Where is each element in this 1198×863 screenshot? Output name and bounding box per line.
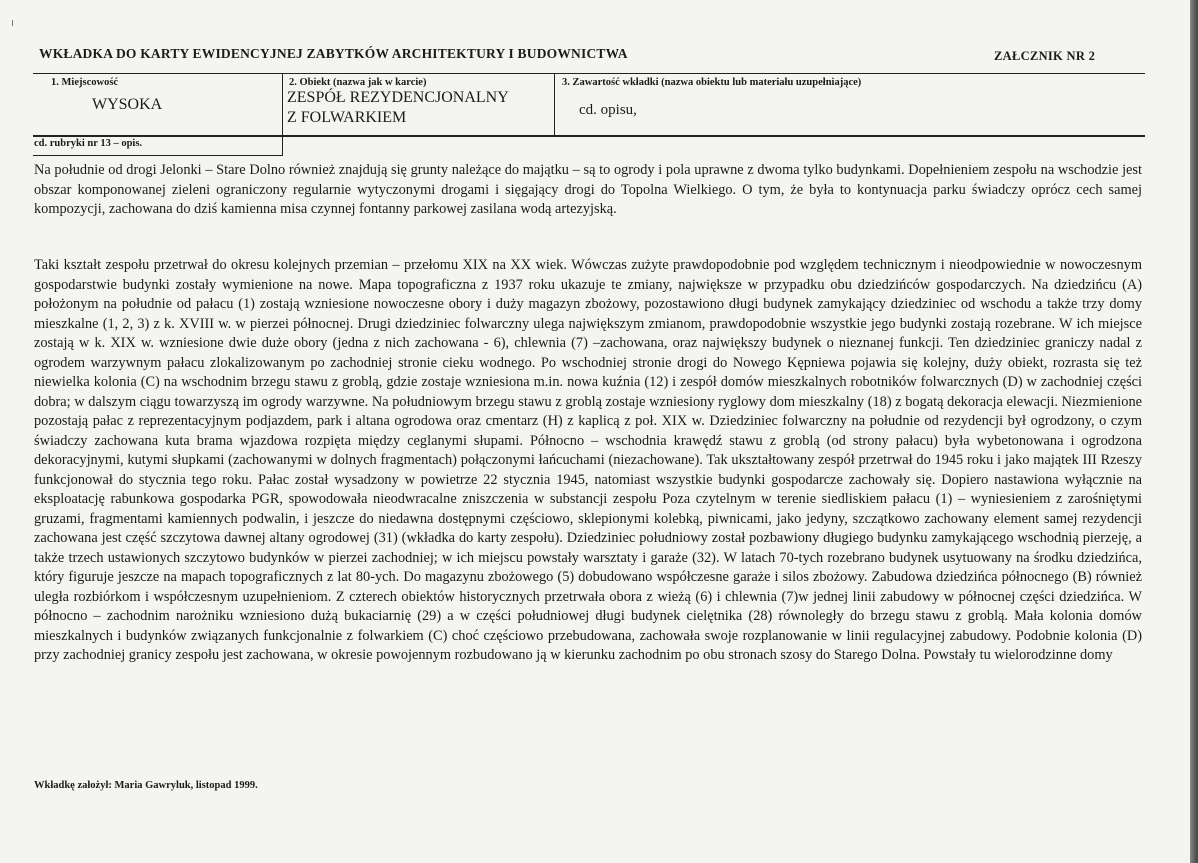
column-divider-2 [554,73,555,136]
table-bottom-rule [33,135,1145,137]
field-place-label: 1. Miejscowość [51,77,119,88]
description-paragraph-1: Na południe od drogi Jelonki – Stare Dolno również znajdują się grunty należące do majątku – są to ogrody i pola uprawne z dwoma tylko budynkami. Dopełnieniem zespołu na wschodzie jest obszar komponowanej zieleni ograniczony regularnie wytyczonymi drogami i sięgający drogi do Topolna Wielkiego. O tym, że była to kontynuacja parku świadczy oprócz cech samej kompozycji, zachowana do dziś kamienna misa czynnej fontanny parkowej zasilana wodą artezyjską. [34,162,1142,217]
field-object-value-line2: Z FOLWARKIEM [287,109,407,126]
rubric-rule [33,155,283,156]
field-content-label: 3. Zawartość wkładki (nazwa obiektu lub materiału uzupełniające) [562,77,862,88]
field-object-value-line1: ZESPÓŁ REZYDENCJONALNY [287,89,509,106]
annex-number: ZAŁCZNIK NR 2 [994,49,1096,63]
table-top-rule [33,73,1145,74]
description-paragraph-2: Taki kształt zespołu przetrwał do okresu kolejnych przemian – przełomu XIX na XX wiek. Wówczas zużyte prawdopodobnie pod względem technicznym i nieodpowiednie w nowoczesnym gospodarstwie budynki zostały wymienione na nowe. Mapa topograficzna z 1937 roku ukazuje te zmiany, największe w przypadku obu dziedzińców gospodarczych. Na dziedzińcu (A) położonym na południe od pałacu (1) zostają wzniesione nowoczesne obory i duży magazyn zbożowy, pozostawiono długi budynek zamykający dziedziniec od wschodu a także trzy domy mieszkalne (1, 2, 3) z k. XVIII w. w pierzei północnej. Drugi dziedziniec folwarczny ulega największym zmianom, prawdopodobnie wszystkie jego budynki zostają rozebrane. W ich miejsce zostają w k. XIX w. wzniesione dwie duże obory (jedna z nich zachowana - 6), chlewnia (7) –zachowana, oraz największy budynek o nieznanej funkcji. Ten dziedziniec graniczy nadal z ogrodem warzywnym pałacu zlokalizowanym po zachodniej stronie cieku wodnego. Po wschodniej stronie drogi do Nowego Kępniewa pojawia się kolejny, duży obiekt, rozrasta się też niewielka kolonia (C) na wschodnim brzegu stawu z groblą, gdzie zostaje wzniesiona m.in. nowa kuźnia (12) i zespół domów mieszkalnych robotników folwarcznych (D) w zachodniej części dobra; w dalszym ciągu towarzyszą im ogrody warzywne. Na południowym brzegu stawu z groblą zostaje wzniesiony ryglowy dom mieszkalny (18) z bogatą dekoracja elewacji. Niezmienione pozostają pałac z reprezentacyjnym podjazdem, park i altana ogrodowa oraz cmentarz (H) z kaplicą z poł. XIX w. Dziedziniec folwarczny na południe od rezydencji był ogrodzony, o czym świadczy zachowana kuta brama wjazdowa rozpięta między ceglanymi słupami. Północno – wschodnia krawędź stawu z groblą (od strony pałacu) była wybetonowana i ogrodzona dekoracyjnymi, kutymi słupkami (zachowanymi w dolnych fragmentach) połączonymi łańcuchami (niezachowane). Tak ukształtowany zespół przetrwał do 1945 roku i jako majątek III Rzeszy funkcjonował do stycznia tego roku. Pałac został wysadzony w powietrze 22 stycznia 1945, natomiast wszystkie budynki gospodarcze zachowały się. Dopiero nastawiona wyłącznie na eksploatację rabunkowa gospodarka PGR, spowodowała nieodwracalne zniszczenia w substancji zespołu Poza czytelnym w terenie siedliskiem pałacu (1) – wyniesieniem z zarośniętymi gruzami, fragmentami kamiennych podwalin, i jeszcze do niedawna dostępnymi częściowo, sklepionymi kolebką, piwnicami, jako jedyny, szczątkowo zachowany element samej rezydencji zachowana jest część szczytowa dawnej altany ogrodowej (31) (wkładka do karty zespołu). Dziedziniec południowy został pozbawiony długiego budynku zamykającego wschodnią pierzeję, a także trzech ustawionych szczytowo budynków w pierzei zachodniej; w ich miejscu powstały warsztaty i garaże (32). W latach 70-tych rozebrano budynek usytuowany na środku dziedzińca, który figuruje jeszcze na mapach topograficznych z lat 80-ych. Do magazynu zbożowego (5) dobudowano współczesne garaże i silos zbożowy. Zabudowa dziedzińca północnego (B) również uległa rozbiórkom i współczesnym uzupełnieniom. Z czterech obiektów historycznych przetrwała obora z wieżą (6) i chlewnia (7)w jednej linii zabudowy w północnej części dziedzińca. W północno – zachodnim narożniku wzniesiono dużą bukaciarnię (29) a w części południowej długi budynek cielętnika (28) równoległy do brzegu stawu z groblą. Mała kolonia domów mieszkalnych i budynków związanych funkcjonalnie z folwarkiem (C) choć częściowo przebudowana, zachowała swoje rozplanowanie w linii regulacyjnej zabudowy. Podobnie kolonia (D) przy zachodniej granicy zespołu jest zachowana, w okresie powojennym rozbudowano ją w kierunku zachodnim po obu stronach szosy do Starego Dolna. Powstały tu wielorodzinne domy [34,257,1142,663]
rubric-label: cd. rubryki nr 13 – opis. [34,138,143,149]
scan-mark [12,20,13,26]
author-note: Wkładkę założył: Maria Gawryluk, listopad 1999. [34,780,258,791]
field-place-value: WYSOKA [92,96,163,113]
field-content-value: cd. opisu, [579,102,637,118]
field-object-label: 2. Obiekt (nazwa jak w karcie) [289,77,427,88]
document-title: WKŁADKA DO KARTY EWIDENCYJNEJ ZABYTKÓW ARCHITEKTURY I BUDOWNICTWA [39,46,628,61]
scan-edge [1190,0,1198,863]
column-divider-1 [282,73,283,156]
